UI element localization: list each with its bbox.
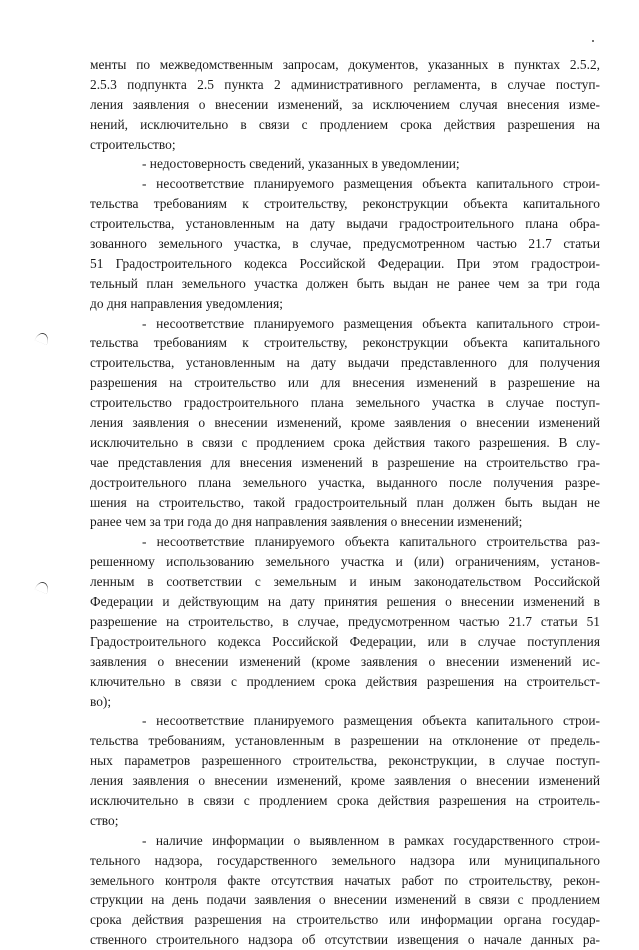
text-line: заявления о внесении изменений (кроме заявления о внесении изменений ис- — [90, 653, 600, 669]
text-line: нений, исключительно в связи с продлением срока действия разрешения на — [90, 116, 600, 132]
text-line: зованного земельного участка, в случае, предусмотренном частью 21.7 статьи — [90, 236, 600, 252]
scan-speck — [592, 40, 594, 42]
text-line: строительство; — [90, 136, 176, 152]
text-line: строительство градостроительного плана земельного участка в случае поступ- — [90, 395, 600, 411]
text-line: срока действия разрешения на строительство или информации органа государ- — [90, 912, 600, 928]
text-line: решенному использованию земельного участка и (или) ограничениям, установ- — [90, 554, 600, 570]
text-line: ления заявления о внесении изменений, кроме заявления о внесении изменений — [90, 773, 600, 789]
text-line: ления заявления о внесении изменений, за исключением случая внесения изме- — [90, 96, 600, 112]
text-line: ления заявления о внесении изменений, кроме заявления о внесении изменений — [90, 415, 600, 431]
text-line: строительства, установленным на дату выдачи градостроительного плана обра- — [90, 216, 600, 232]
text-line: исключительно в связи с продлением срока действия такого разрешения. В слу- — [90, 434, 600, 450]
text-line: строительства, установленным на дату выдачи представленного для получения — [90, 355, 600, 371]
text-line: до дня направления уведомления; — [90, 295, 283, 311]
text-line: исключительно в связи с продлением срока действия разрешения на строитель- — [90, 792, 600, 808]
text-line: разрешение на строительство, в случае, предусмотренном частью 21.7 статьи 51 — [90, 613, 600, 629]
text-line: тельного надзора, государственного земельного надзора или муниципального — [90, 852, 600, 868]
document-page — [90, 55, 600, 950]
text-line: ных параметров разрешенного строительства, реконструкции, в случае поступ- — [90, 753, 600, 769]
text-line: тельный план земельного участка должен быть выдан не ранее чем за три года — [90, 275, 600, 291]
text-line: струкции на день подачи заявления о внесении изменений в связи с продлением — [90, 892, 600, 908]
text-line: - несоответствие планируемого объекта капитального строительства раз- — [142, 534, 600, 550]
text-line: тельства требованиям к строительству, реконструкции объекта капитального — [90, 196, 600, 212]
text-line: разрешения на строительство или для внесения изменений в разрешение на — [90, 375, 600, 391]
text-line: ственного строительного надзора об отсутствии извещения о начале данных ра- — [90, 932, 600, 948]
text-line: ство; — [90, 812, 119, 828]
text-line: достроительного плана земельного участка, выданного после получения разре- — [90, 474, 600, 490]
text-line: - несоответствие планируемого размещения объекта капитального строи- — [142, 713, 600, 729]
text-line: ключительно в связи с продлением срока действия разрешения на строительст- — [90, 673, 600, 689]
text-line: шения на строительство, такой градостроительный план должен быть выдан не — [90, 494, 600, 510]
text-line: 2.5.3 подпункта 2.5 пункта 2 административного регламента, в случае поступ- — [90, 76, 600, 92]
text-line: земельного контроля факте отсутствия начатых работ по строительству, рекон- — [90, 872, 600, 888]
text-line: тельства требованиям к строительству, реконструкции объекта капитального — [90, 335, 600, 351]
text-line: ленным в соответствии с земельным и иным законодательством Российской — [90, 574, 600, 590]
text-line: Градостроительного кодекса Российской Федерации, или в случае поступления — [90, 633, 600, 649]
binder-hole-mark-top — [35, 331, 51, 345]
text-line: ранее чем за три года до дня направления заявления о внесении изменений; — [90, 514, 523, 530]
binder-hole-mark-bottom — [35, 580, 51, 594]
text-line: Федерации и действующим на дату принятия решения о внесении изменений в — [90, 594, 600, 610]
text-line: 51 Градостроительного кодекса Российской Федерации. При этом градострои- — [90, 255, 600, 271]
text-line: во); — [90, 693, 112, 709]
text-line: - наличие информации о выявленном в рамках государственного строи- — [142, 832, 600, 848]
text-line: тельства требованиям, установленным в разрешении на отклонение от предель- — [90, 733, 600, 749]
text-line: - несоответствие планируемого размещения объекта капитального строи- — [142, 315, 600, 331]
text-line: - недостоверность сведений, указанных в уведомлении; — [142, 156, 460, 172]
text-line: - несоответствие планируемого размещения объекта капитального строи- — [142, 176, 600, 192]
text-line: чае представления для внесения изменений в разрешение на строительство гра- — [90, 454, 600, 470]
text-line: менты по межведомственным запросам, документов, указанных в пунктах 2.5.2, — [90, 57, 600, 72]
